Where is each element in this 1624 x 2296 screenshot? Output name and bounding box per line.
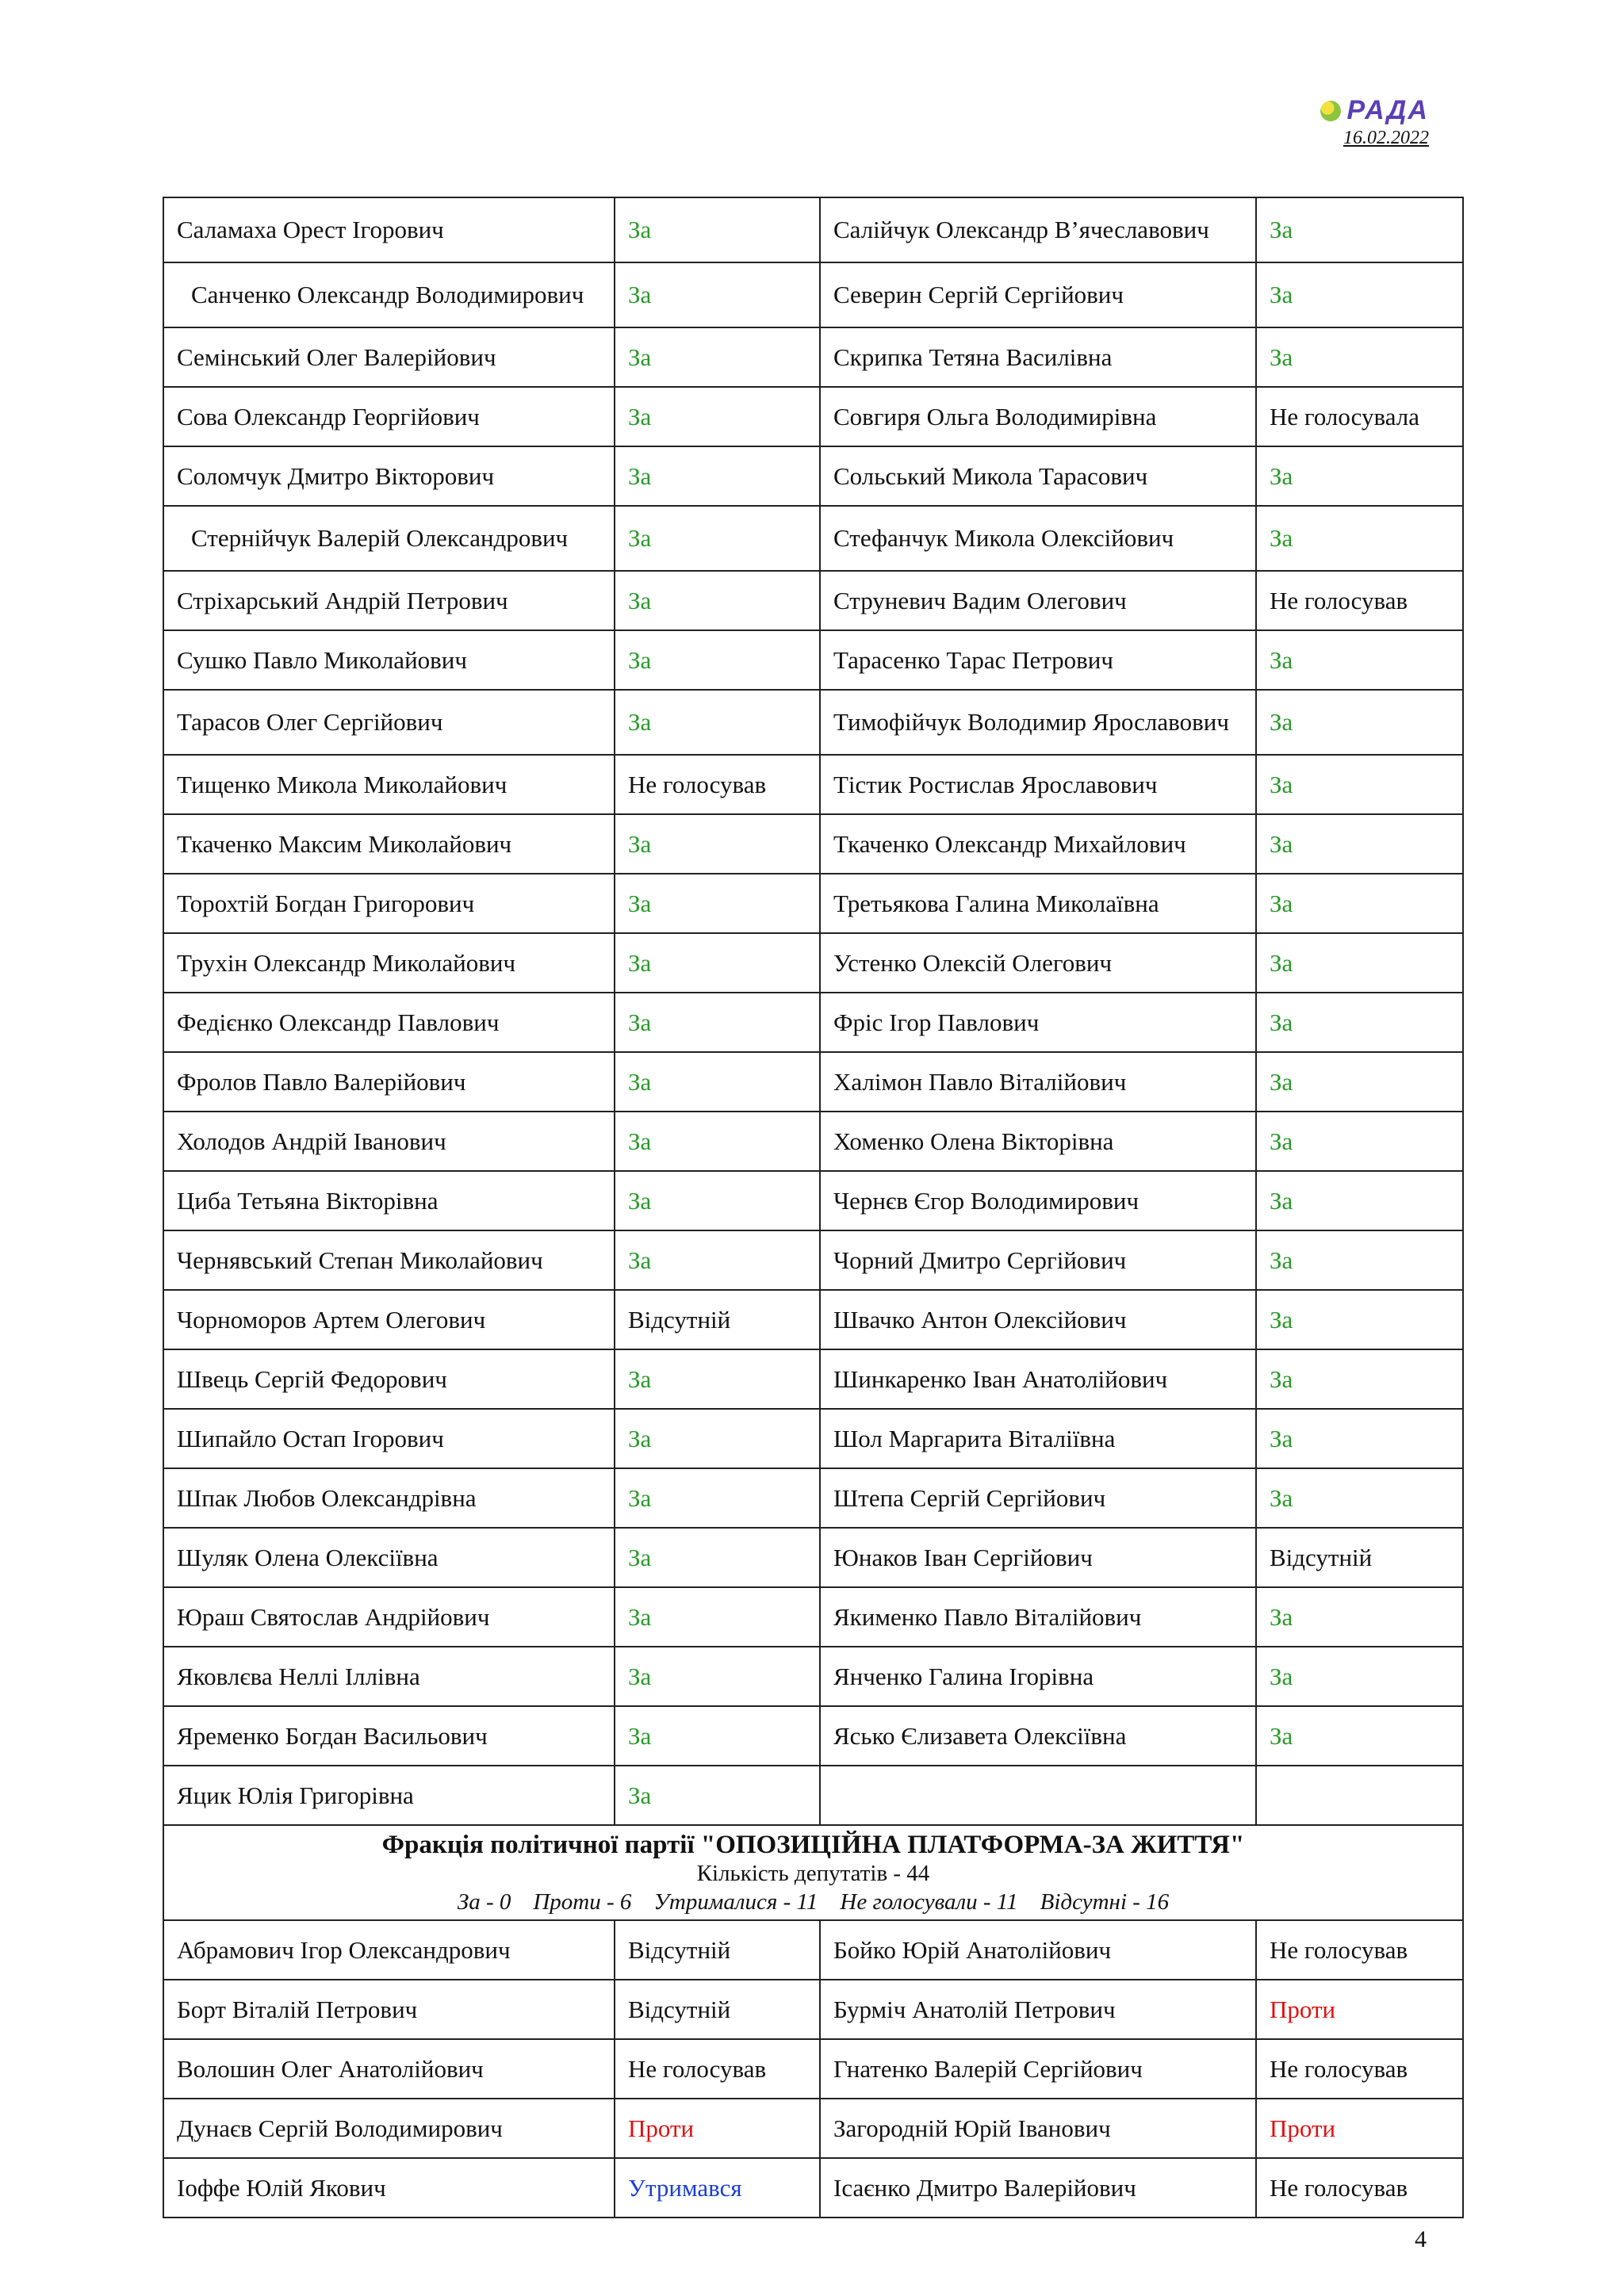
vote-result: За	[1256, 630, 1463, 690]
deputy-name: Яременко Богдан Васильович	[163, 1706, 615, 1766]
deputy-name: Трухін Олександр Миколайович	[163, 933, 615, 993]
deputy-name: Семінський Олег Валерійович	[163, 327, 615, 387]
deputy-name: Абрамович Ігор Олександрович	[163, 1920, 615, 1980]
deputy-name: Устенко Олексій Олегович	[820, 933, 1256, 993]
deputy-name: Тістик Ростислав Ярославович	[820, 755, 1256, 814]
table-row	[163, 197, 1463, 262]
table-row	[163, 1920, 1463, 1980]
vote-result: За	[615, 1528, 820, 1587]
table-row	[163, 1647, 1463, 1706]
table-row	[163, 1112, 1463, 1171]
deputy-name: Штепа Сергій Сергійович	[820, 1468, 1256, 1528]
deputy-name: Шипайло Остап Ігорович	[163, 1409, 615, 1468]
table-row	[163, 630, 1463, 690]
vote-result: Відсутній	[615, 1920, 820, 1980]
vote-result: Не голосувала	[1256, 387, 1463, 446]
vote-result: За	[1256, 446, 1463, 506]
document-date: 16.02.2022	[1343, 128, 1429, 148]
vote-result: За	[1256, 814, 1463, 874]
deputy-name: Совгиря Ольга Володимирівна	[820, 387, 1256, 446]
vote-result: За	[615, 1112, 820, 1171]
vote-result: За	[615, 874, 820, 933]
deputy-name: Тарасов Олег Сергійович	[163, 690, 615, 755]
faction-header-row	[163, 1825, 1463, 1920]
table-row	[163, 814, 1463, 874]
vote-result: За	[615, 1468, 820, 1528]
rada-logo-text: РАДА	[1346, 95, 1429, 125]
deputy-name: Чорноморов Артем Олегович	[163, 1290, 615, 1349]
vote-result: За	[615, 446, 820, 506]
deputy-name	[820, 1766, 1256, 1825]
table-row	[163, 262, 1463, 327]
deputy-name: Ісаєнко Дмитро Валерійович	[820, 2158, 1256, 2218]
faction-vote-summary	[172, 1888, 1454, 1916]
deputy-name: Саламаха Орест Ігорович	[163, 197, 615, 262]
table-row	[163, 874, 1463, 933]
vote-result: Відсутній	[1256, 1528, 1463, 1587]
vote-result: За	[615, 1647, 820, 1706]
rada-logo	[1239, 95, 1429, 126]
vote-result: Утримався	[615, 2158, 820, 2218]
vote-result: За	[1256, 933, 1463, 993]
vote-result: За	[1256, 506, 1463, 571]
vote-result: За	[615, 1230, 820, 1290]
deputy-name: Тимофійчук Володимир Ярославович	[820, 690, 1256, 755]
vote-result: За	[615, 1052, 820, 1112]
vote-result: За	[1256, 755, 1463, 814]
vote-result: За	[1256, 327, 1463, 387]
deputy-name: Северин Сергій Сергійович	[820, 262, 1256, 327]
vote-result: За	[615, 1409, 820, 1468]
vote-result: За	[615, 993, 820, 1052]
vote-result: За	[615, 1349, 820, 1409]
vote-result: Проти	[615, 2099, 820, 2158]
deputy-name: Соломчук Дмитро Вікторович	[163, 446, 615, 506]
faction-summary-item: Відсутні - 16	[1040, 1889, 1170, 1915]
faction-summary-item: Утрималися - 11	[653, 1889, 818, 1915]
deputy-name: Янченко Галина Ігорівна	[820, 1647, 1256, 1706]
page-number: 4	[1415, 2226, 1427, 2252]
deputy-name: Третьякова Галина Миколаївна	[820, 874, 1256, 933]
deputy-name: Фріс Ігор Павлович	[820, 993, 1256, 1052]
vote-result: Не голосував	[1256, 2158, 1463, 2218]
vote-result: Відсутній	[615, 1980, 820, 2039]
vote-result: За	[615, 262, 820, 327]
vote-result: За	[615, 197, 820, 262]
vote-result: Проти	[1256, 1980, 1463, 2039]
table-row	[163, 2099, 1463, 2158]
vote-result: За	[1256, 1409, 1463, 1468]
deputy-name: Сова Олександр Георгійович	[163, 387, 615, 446]
vote-result: За	[1256, 1171, 1463, 1230]
deputy-name: Стефанчук Микола Олексійович	[820, 506, 1256, 571]
table-row	[163, 933, 1463, 993]
vote-result: Не голосував	[1256, 2039, 1463, 2099]
vote-result: За	[1256, 197, 1463, 262]
deputy-name: Волошин Олег Анатолійович	[163, 2039, 615, 2099]
table-row	[163, 1468, 1463, 1528]
vote-result: Не голосував	[615, 2039, 820, 2099]
deputy-name: Сушко Павло Миколайович	[163, 630, 615, 690]
table-row	[163, 2039, 1463, 2099]
vote-result: Не голосував	[1256, 1920, 1463, 1980]
deputy-name: Чернєв Єгор Володимирович	[820, 1171, 1256, 1230]
deputy-name: Швець Сергій Федорович	[163, 1349, 615, 1409]
table-row	[163, 571, 1463, 630]
deputy-name: Циба Тетьяна Вікторівна	[163, 1171, 615, 1230]
table-row	[163, 387, 1463, 446]
deputy-name: Юнаков Іван Сергійович	[820, 1528, 1256, 1587]
deputy-name: Скрипка Тетяна Василівна	[820, 327, 1256, 387]
vote-result: За	[615, 1766, 820, 1825]
deputy-name: Шол Маргарита Віталіївна	[820, 1409, 1256, 1468]
deputy-name: Юраш Святослав Андрійович	[163, 1587, 615, 1647]
table-row	[163, 1528, 1463, 1587]
vote-result: За	[1256, 993, 1463, 1052]
table-row	[163, 327, 1463, 387]
vote-result: За	[615, 690, 820, 755]
vote-result: За	[1256, 1587, 1463, 1647]
vote-result: За	[615, 1587, 820, 1647]
deputy-name: Ткаченко Олександр Михайлович	[820, 814, 1256, 874]
deputy-name: Яковлєва Неллі Іллівна	[163, 1647, 615, 1706]
deputy-name: Шпак Любов Олександрівна	[163, 1468, 615, 1528]
table-row	[163, 1290, 1463, 1349]
vote-result: За	[1256, 1706, 1463, 1766]
vote-result: За	[615, 506, 820, 571]
table-row	[163, 1052, 1463, 1112]
deputy-name: Халімон Павло Віталійович	[820, 1052, 1256, 1112]
vote-result: Не голосував	[1256, 571, 1463, 630]
deputy-name: Салійчук Олександр В’ячеславович	[820, 197, 1256, 262]
deputy-name: Шинкаренко Іван Анатолійович	[820, 1349, 1256, 1409]
deputy-name: Швачко Антон Олексійович	[820, 1290, 1256, 1349]
page-header	[1239, 95, 1429, 149]
deputy-name: Сольський Микола Тарасович	[820, 446, 1256, 506]
deputy-name: Загородній Юрій Іванович	[820, 2099, 1256, 2158]
deputy-name: Ясько Єлизавета Олексіївна	[820, 1706, 1256, 1766]
deputy-name: Чорний Дмитро Сергійович	[820, 1230, 1256, 1290]
deputy-name: Фролов Павло Валерійович	[163, 1052, 615, 1112]
vote-result: За	[615, 387, 820, 446]
table-row	[163, 1980, 1463, 2039]
vote-result: За	[615, 327, 820, 387]
vote-result: Відсутній	[615, 1290, 820, 1349]
faction-summary-item: Проти - 6	[533, 1889, 632, 1915]
deputy-name: Гнатенко Валерій Сергійович	[820, 2039, 1256, 2099]
vote-result: За	[1256, 1647, 1463, 1706]
vote-result: За	[1256, 1230, 1463, 1290]
deputy-name: Якименко Павло Віталійович	[820, 1587, 1256, 1647]
vote-result: За	[1256, 1349, 1463, 1409]
deputy-name: Санченко Олександр Володимирович	[163, 262, 615, 327]
vote-result: За	[1256, 1468, 1463, 1528]
faction-header	[163, 1825, 1463, 1920]
table-row	[163, 755, 1463, 814]
deputy-name: Стріхарський Андрій Петрович	[163, 571, 615, 630]
vote-results-table	[163, 197, 1464, 2218]
deputy-name: Федієнко Олександр Павлович	[163, 993, 615, 1052]
faction-title: Фракція політичної партії "ОПОЗИЦІЙНА ПЛАТФОРМА-ЗА ЖИТТЯ"	[381, 1831, 1245, 1859]
vote-result: За	[1256, 1290, 1463, 1349]
table-row	[163, 506, 1463, 571]
deputy-name: Бойко Юрій Анатолійович	[820, 1920, 1256, 1980]
vote-result	[1256, 1766, 1463, 1825]
deputy-name: Шуляк Олена Олексіївна	[163, 1528, 615, 1587]
deputy-name: Тарасенко Тарас Петрович	[820, 630, 1256, 690]
table-row	[163, 1171, 1463, 1230]
table-row	[163, 2158, 1463, 2218]
deputy-name: Дунаєв Сергій Володимирович	[163, 2099, 615, 2158]
vote-result: За	[615, 1706, 820, 1766]
table-row	[163, 1706, 1463, 1766]
deputy-name: Борт Віталій Петрович	[163, 1980, 615, 2039]
deputy-name: Яцик Юлія Григорівна	[163, 1766, 615, 1825]
vote-result: За	[615, 571, 820, 630]
vote-result: За	[1256, 690, 1463, 755]
faction-summary-item: За - 0	[457, 1889, 511, 1915]
vote-result: За	[1256, 874, 1463, 933]
faction-summary-item: Не голосували - 11	[840, 1889, 1018, 1915]
deputy-name: Стернійчук Валерій Олександрович	[163, 506, 615, 571]
vote-result: За	[615, 814, 820, 874]
table-row	[163, 993, 1463, 1052]
faction-deputy-count: Кількість депутатів - 44	[696, 1861, 930, 1886]
deputy-name: Хоменко Олена Вікторівна	[820, 1112, 1256, 1171]
vote-result: За	[1256, 1052, 1463, 1112]
deputy-name: Тищенко Микола Миколайович	[163, 755, 615, 814]
deputy-name: Торохтій Богдан Григорович	[163, 874, 615, 933]
deputy-name: Чернявський Степан Миколайович	[163, 1230, 615, 1290]
deputy-name: Струневич Вадим Олегович	[820, 571, 1256, 630]
vote-result: За	[1256, 262, 1463, 327]
deputy-name: Бурміч Анатолій Петрович	[820, 1980, 1256, 2039]
deputy-name: Ткаченко Максим Миколайович	[163, 814, 615, 874]
vote-result: За	[615, 630, 820, 690]
deputy-name: Холодов Андрій Іванович	[163, 1112, 615, 1171]
table-row	[163, 1349, 1463, 1409]
vote-result: Не голосував	[615, 755, 820, 814]
deputy-name: Іоффе Юлій Якович	[163, 2158, 615, 2218]
table-row	[163, 1409, 1463, 1468]
table-row	[163, 1587, 1463, 1647]
vote-result: Проти	[1256, 2099, 1463, 2158]
rada-logo-icon	[1320, 101, 1341, 121]
table-row	[163, 1766, 1463, 1825]
table-row	[163, 446, 1463, 506]
table-row	[163, 690, 1463, 755]
vote-result: За	[1256, 1112, 1463, 1171]
table-row	[163, 1230, 1463, 1290]
vote-result: За	[615, 933, 820, 993]
vote-result: За	[615, 1171, 820, 1230]
